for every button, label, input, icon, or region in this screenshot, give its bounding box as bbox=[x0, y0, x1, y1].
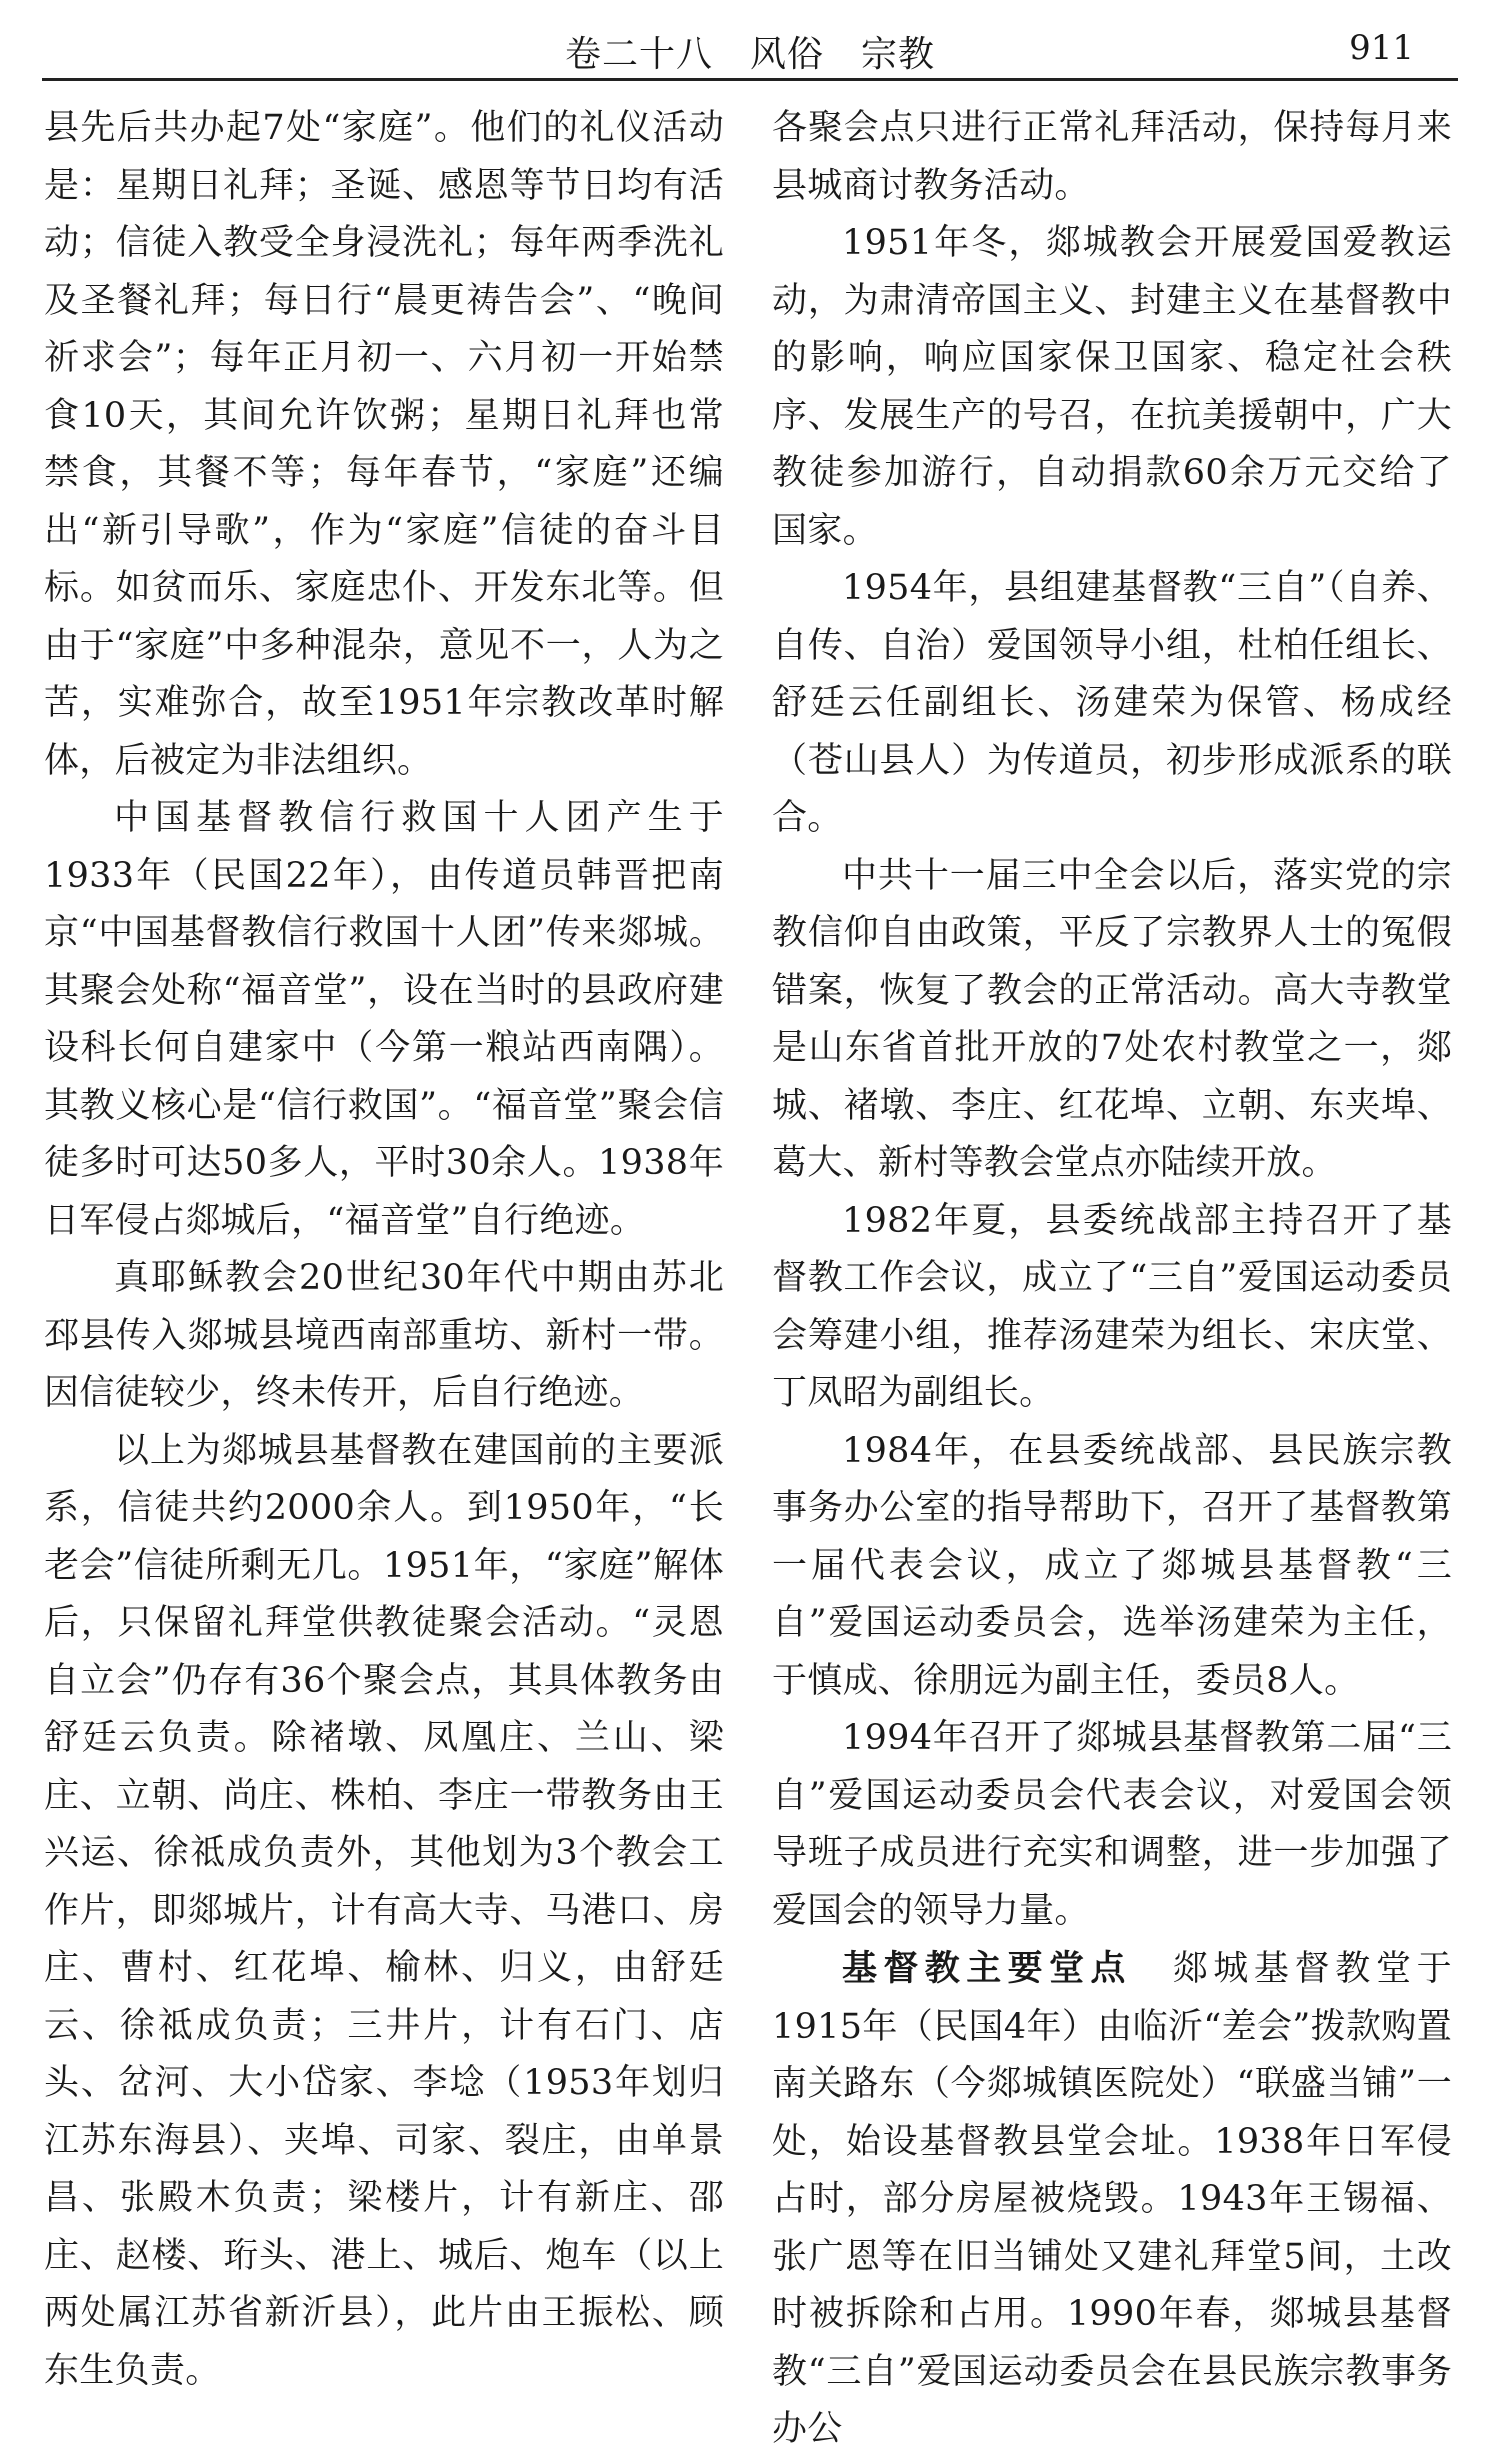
paragraph-main-churches bbox=[772, 1940, 1452, 2459]
paragraph-1951-patriotic-movement: 1951年冬，郯城教会开展爱国爱教运动，为肃清帝国主义、封建主义在基督教中的影响，响应国家保卫国家、稳定社会秩序、发展生产的号召，在抗美援朝中，广大教徒参加游行，自动捐款60余万元交给了国家。 bbox=[772, 223, 1452, 551]
section-heading-main-churches: 基督教主要堂点 bbox=[842, 1948, 1132, 1989]
right-column bbox=[772, 100, 1452, 2449]
paragraph-family-church-continued: 县先后共办起7处“家庭”。他们的礼仪活动是：星期日礼拜；圣诞、感恩等节日均有活动；信徒入教受全身浸洗礼；每年两季洗礼及圣餐礼拜；每日行“晨更祷告会”、“晚间祈求会”；每年正月初一、六月初一开始禁食10天，其间允许饮粥；星期日礼拜也常禁食，其餐不等；每年春节，“家庭”还编出“新引导歌”，作为“家庭”信徒的奋斗目标。如贫而乐、家庭忠仆、开发东北等。但由于“家庭”中多种混杂，意见不一，人为之苦，实难弥合，故至1951年宗教改革时解体，后被定为非法组织。 bbox=[44, 108, 724, 781]
main-churches-text: 郯城基督教堂于1915年（民国4年）由临沂“差会”拨款购置南关路东（今郯城镇医院处）“联盛当铺”一处，始设基督教县堂会址。1938年日军侵占时，部分房屋被烧毁。1943年王锡福、张广恩等在旧当铺处又建礼拜堂5间，土改时被拆除和占用。1990年春，郯城县基督教“三自”爱国运动委员会在县民族宗教事务办公 bbox=[772, 1949, 1452, 2449]
paragraph-third-plenum: 中共十一届三中全会以后，落实党的宗教信仰自由政策，平反了宗教界人士的冤假错案，恢复了教会的正常活动。高大寺教堂是山东省首批开放的7处农村教堂之一，郯城、褚墩、李庄、红花埠、立朝、东夹埠、葛大、新村等教会堂点亦陆续开放。 bbox=[772, 855, 1452, 1183]
paragraph-ten-person-group: 中国基督教信行救国十人团产生于1933年（民国22年），由传道员韩晋把南京“中国基督教信行救国十人团”传来郯城。其聚会处称“福音堂”，设在当时的县政府建设科长何自建家中（今第一粮站西南隅）。其教义核心是“信行救国”。“福音堂”聚会信徒多时可达50多人，平时30余人。1938年日军侵占郯城后，“福音堂”自行绝迹。 bbox=[44, 798, 724, 1241]
paragraph-1984: 1984年，在县委统战部、县民族宗教事务办公室的指导帮助下，召开了基督教第一届代表会议，成立了郯城县基督教“三自”爱国运动委员会，选举汤建荣为主任，于慎成、徐朋远为副主任，委员8人。 bbox=[772, 1430, 1452, 1701]
paragraph-true-jesus-church: 真耶稣教会20世纪30年代中期由苏北邳县传入郯城县境西南部重坊、新村一带。因信徒较少，终未传开，后自行绝迹。 bbox=[44, 1258, 724, 1413]
paragraph-pre-1949-summary: 以上为郯城县基督教在建国前的主要派系，信徒共约2000余人。到1950年，“长老会”信徒所剩无几。1951年，“家庭”解体后，只保留礼拜堂供教徒聚会活动。“灵恩自立会”仍存有36个聚会点，其具体教务由舒廷云负责。除褚墩、凤凰庄、兰山、梁庄、立朝、尚庄、株柏、李庄一带教务由王兴运、徐祗成负责外，其他划为3个教会工作片，即郯城片，计有高大寺、马港口、房庄、曹村、红花埠、榆林、归义，由舒廷云、徐祗成负责；三井片，计有石门、店头、岔河、大小岱家、李埝（1953年划归江苏东海县）、夹埠、司家、裂庄，由单景昌、张殿木负责；梁楼片，计有新庄、邵庄、赵楼、珩头、港上、城后、炮车（以上两处属江苏省新沂县），此片由王振松、顾东生负责。 bbox=[44, 1430, 724, 2391]
paragraph-1994: 1994年召开了郯城县基督教第二届“三自”爱国运动委员会代表会议，对爱国会领导班子成员进行充实和调整，进一步加强了爱国会的领导力量。 bbox=[772, 1718, 1452, 1931]
paragraph-1982-summer: 1982年夏，县委统战部主持召开了基督教工作会议，成立了“三自”爱国运动委员会筹建小组，推荐汤建荣为组长、宋庆堂、丁凤昭为副组长。 bbox=[772, 1200, 1452, 1413]
paragraph-meeting-points-continued: 各聚会点只进行正常礼拜活动，保持每月来县城商讨教务活动。 bbox=[772, 108, 1452, 206]
paragraph-1954-three-self: 1954年，县组建基督教“三自”（自养、自传、自治）爱国领导小组，杜柏任组长、舒廷云任副组长、汤建荣为保管、杨成经（苍山县人）为传道员，初步形成派系的联合。 bbox=[772, 568, 1452, 838]
running-title: 卷二十八 风俗 宗教 bbox=[564, 34, 935, 75]
left-column bbox=[44, 100, 724, 2391]
page-number: 911 bbox=[1349, 28, 1414, 68]
page-header bbox=[42, 22, 1458, 81]
